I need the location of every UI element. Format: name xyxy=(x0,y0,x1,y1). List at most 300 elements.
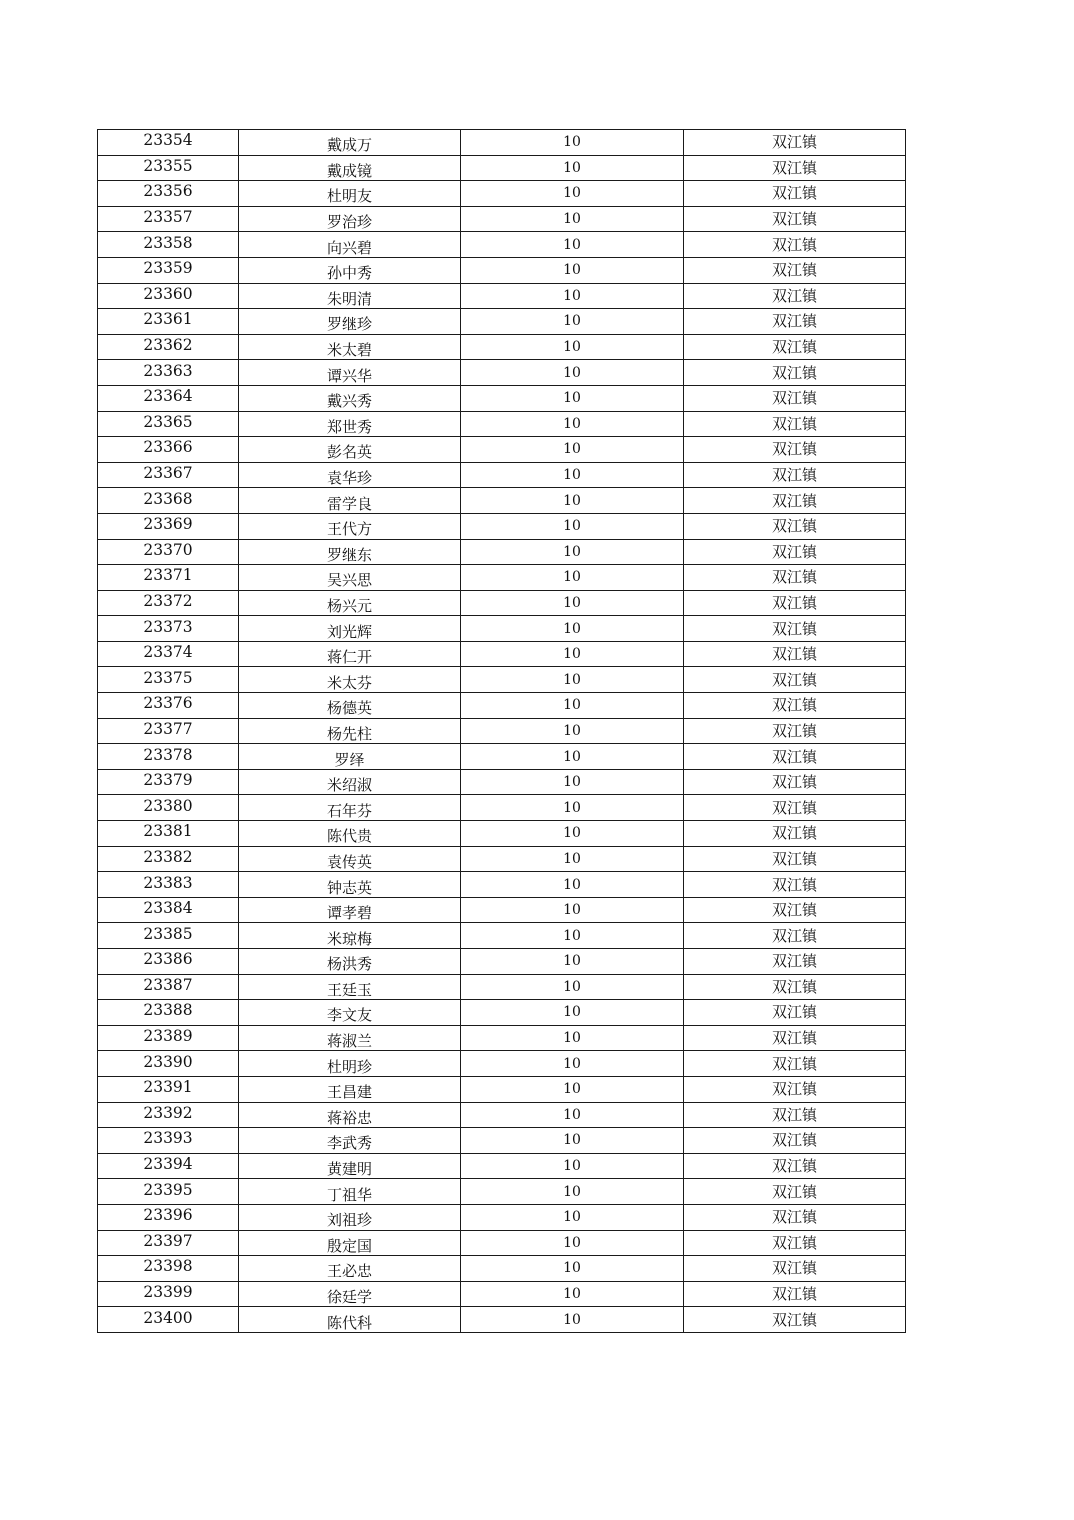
cell-town-text: 双江镇 xyxy=(771,1054,817,1073)
cell-name-text: 向兴碧 xyxy=(326,238,372,257)
cell-id xyxy=(98,1204,239,1230)
cell-id xyxy=(98,974,239,1000)
cell-id-text: 23354 xyxy=(143,131,193,150)
cell-town-text: 双江镇 xyxy=(771,158,817,177)
cell-town xyxy=(684,1281,906,1307)
cell-amount-text: 10 xyxy=(563,1260,581,1277)
table-row xyxy=(98,283,906,309)
cell-name xyxy=(239,1256,461,1282)
cell-name xyxy=(239,641,461,667)
cell-id-text: 23378 xyxy=(143,745,193,764)
table-row xyxy=(98,1076,906,1102)
cell-name xyxy=(239,360,461,386)
cell-amount xyxy=(461,1102,684,1128)
cell-amount-text: 10 xyxy=(563,722,581,739)
cell-amount xyxy=(461,1076,684,1102)
cell-name-text: 丁祖华 xyxy=(326,1185,372,1204)
cell-town xyxy=(684,309,906,335)
cell-town xyxy=(684,1230,906,1256)
cell-id-text: 23357 xyxy=(143,208,193,227)
cell-town xyxy=(684,744,906,770)
cell-id xyxy=(98,155,239,181)
cell-id-text: 23399 xyxy=(143,1283,193,1302)
cell-name-text: 蒋淑兰 xyxy=(326,1032,372,1051)
cell-id xyxy=(98,437,239,463)
cell-amount-text: 10 xyxy=(563,441,581,458)
cell-id xyxy=(98,488,239,514)
table-row xyxy=(98,155,906,181)
cell-id-text: 23396 xyxy=(143,1206,193,1225)
cell-town xyxy=(684,360,906,386)
table-row xyxy=(98,974,906,1000)
cell-amount xyxy=(461,462,684,488)
cell-amount xyxy=(461,769,684,795)
cell-town xyxy=(684,590,906,616)
cell-name-text: 袁传英 xyxy=(326,852,372,871)
cell-name xyxy=(239,411,461,437)
cell-id xyxy=(98,795,239,821)
cell-id xyxy=(98,821,239,847)
cell-town-text: 双江镇 xyxy=(771,210,817,229)
cell-name xyxy=(239,334,461,360)
cell-name xyxy=(239,385,461,411)
cell-name-text: 李武秀 xyxy=(326,1134,372,1153)
cell-amount xyxy=(461,309,684,335)
cell-town xyxy=(684,437,906,463)
cell-id-text: 23365 xyxy=(143,412,193,431)
cell-id xyxy=(98,1179,239,1205)
cell-name-text: 杨洪秀 xyxy=(326,955,372,974)
table-row xyxy=(98,949,906,975)
cell-name xyxy=(239,1051,461,1077)
cell-town-text: 双江镇 xyxy=(771,901,817,920)
cell-name xyxy=(239,257,461,283)
cell-name-text: 罗绎 xyxy=(334,750,365,769)
table-row xyxy=(98,1128,906,1154)
cell-name xyxy=(239,130,461,156)
cell-id-text: 23394 xyxy=(143,1155,193,1174)
cell-town xyxy=(684,821,906,847)
cell-amount-text: 10 xyxy=(563,850,581,867)
cell-id xyxy=(98,949,239,975)
cell-name xyxy=(239,1307,461,1333)
cell-name-text: 黄建明 xyxy=(326,1160,372,1179)
cell-id xyxy=(98,462,239,488)
cell-town xyxy=(684,923,906,949)
cell-id xyxy=(98,718,239,744)
cell-id xyxy=(98,872,239,898)
cell-name-text: 吴兴思 xyxy=(326,571,372,590)
cell-town xyxy=(684,1307,906,1333)
cell-amount-text: 10 xyxy=(563,236,581,253)
cell-town xyxy=(684,1051,906,1077)
cell-amount xyxy=(461,565,684,591)
table-row xyxy=(98,130,906,156)
cell-id-text: 23366 xyxy=(143,438,193,457)
cell-amount-text: 10 xyxy=(563,646,581,663)
cell-town-text: 双江镇 xyxy=(771,593,817,612)
cell-id xyxy=(98,1281,239,1307)
cell-amount xyxy=(461,1000,684,1026)
cell-name-text: 杜明友 xyxy=(326,187,372,206)
cell-amount xyxy=(461,155,684,181)
cell-amount-text: 10 xyxy=(563,1183,581,1200)
cell-name-text: 谭孝碧 xyxy=(326,904,372,923)
cell-name-text: 彭名英 xyxy=(326,443,372,462)
cell-id xyxy=(98,616,239,642)
cell-town xyxy=(684,1128,906,1154)
cell-id-text: 23363 xyxy=(143,361,193,380)
cell-id-text: 23359 xyxy=(143,259,193,278)
cell-name xyxy=(239,283,461,309)
cell-name xyxy=(239,1076,461,1102)
cell-name-text: 蒋裕忠 xyxy=(326,1108,372,1127)
cell-town xyxy=(684,897,906,923)
cell-amount xyxy=(461,232,684,258)
cell-town-text: 双江镇 xyxy=(771,312,817,331)
cell-id-text: 23370 xyxy=(143,540,193,559)
cell-name-text: 刘祖珍 xyxy=(326,1211,372,1230)
cell-amount xyxy=(461,974,684,1000)
cell-amount xyxy=(461,923,684,949)
cell-amount xyxy=(461,1025,684,1051)
cell-name xyxy=(239,565,461,591)
cell-id xyxy=(98,667,239,693)
cell-name-text: 王代方 xyxy=(326,520,372,539)
cell-name-text: 米太碧 xyxy=(326,341,372,360)
cell-name xyxy=(239,923,461,949)
cell-id-text: 23383 xyxy=(143,873,193,892)
table-row xyxy=(98,488,906,514)
cell-name-text: 戴成镜 xyxy=(326,161,372,180)
cell-name-text: 郑世秀 xyxy=(326,417,372,436)
cell-amount-text: 10 xyxy=(563,1286,581,1303)
cell-amount xyxy=(461,1256,684,1282)
cell-amount-text: 10 xyxy=(563,825,581,842)
cell-town-text: 双江镇 xyxy=(771,670,817,689)
cell-name-text: 罗继珍 xyxy=(326,315,372,334)
cell-town xyxy=(684,667,906,693)
data-table xyxy=(97,129,906,1333)
cell-amount-text: 10 xyxy=(563,339,581,356)
table-row xyxy=(98,437,906,463)
cell-name-text: 杨兴元 xyxy=(326,596,372,615)
cell-town xyxy=(684,462,906,488)
cell-amount xyxy=(461,897,684,923)
cell-id xyxy=(98,385,239,411)
table-row xyxy=(98,769,906,795)
cell-town xyxy=(684,513,906,539)
cell-town-text: 双江镇 xyxy=(771,1310,817,1329)
cell-town xyxy=(684,257,906,283)
cell-id xyxy=(98,513,239,539)
cell-amount xyxy=(461,488,684,514)
cell-amount-text: 10 xyxy=(563,748,581,765)
cell-amount-text: 10 xyxy=(563,1234,581,1251)
cell-name-text: 米太芬 xyxy=(326,673,372,692)
cell-id xyxy=(98,1256,239,1282)
cell-town-text: 双江镇 xyxy=(771,184,817,203)
table-row xyxy=(98,590,906,616)
cell-id-text: 23374 xyxy=(143,643,193,662)
cell-town xyxy=(684,641,906,667)
cell-name-text: 朱明清 xyxy=(326,289,372,308)
cell-town-text: 双江镇 xyxy=(771,1105,817,1124)
cell-town xyxy=(684,488,906,514)
cell-amount xyxy=(461,539,684,565)
cell-amount-text: 10 xyxy=(563,1106,581,1123)
cell-name-text: 徐廷学 xyxy=(326,1288,372,1307)
cell-town-text: 双江镇 xyxy=(771,645,817,664)
cell-amount-text: 10 xyxy=(563,876,581,893)
table-row xyxy=(98,232,906,258)
cell-amount-text: 10 xyxy=(563,313,581,330)
cell-amount-text: 10 xyxy=(563,467,581,484)
cell-id-text: 23390 xyxy=(143,1052,193,1071)
cell-amount xyxy=(461,1281,684,1307)
cell-id-text: 23372 xyxy=(143,591,193,610)
cell-amount-text: 10 xyxy=(563,287,581,304)
cell-amount xyxy=(461,181,684,207)
table-body xyxy=(98,130,906,1333)
cell-amount xyxy=(461,667,684,693)
cell-id-text: 23386 xyxy=(143,950,193,969)
cell-town-text: 双江镇 xyxy=(771,517,817,536)
cell-amount-text: 10 xyxy=(563,902,581,919)
table-row xyxy=(98,462,906,488)
cell-town-text: 双江镇 xyxy=(771,721,817,740)
cell-name xyxy=(239,309,461,335)
cell-name xyxy=(239,513,461,539)
cell-amount xyxy=(461,846,684,872)
cell-id xyxy=(98,846,239,872)
cell-town xyxy=(684,565,906,591)
cell-town xyxy=(684,411,906,437)
cell-id xyxy=(98,897,239,923)
table-row xyxy=(98,1230,906,1256)
table-row xyxy=(98,1102,906,1128)
cell-name xyxy=(239,1230,461,1256)
cell-id xyxy=(98,1307,239,1333)
cell-id-text: 23381 xyxy=(143,822,193,841)
cell-id-text: 23395 xyxy=(143,1180,193,1199)
table-row xyxy=(98,616,906,642)
cell-name xyxy=(239,1000,461,1026)
cell-town-text: 双江镇 xyxy=(771,389,817,408)
cell-amount xyxy=(461,693,684,719)
cell-id xyxy=(98,360,239,386)
cell-amount-text: 10 xyxy=(563,185,581,202)
cell-town xyxy=(684,974,906,1000)
cell-amount xyxy=(461,1051,684,1077)
cell-town xyxy=(684,846,906,872)
cell-id xyxy=(98,181,239,207)
cell-id-text: 23360 xyxy=(143,284,193,303)
cell-id-text: 23356 xyxy=(143,182,193,201)
cell-town xyxy=(684,1000,906,1026)
cell-amount xyxy=(461,437,684,463)
cell-town-text: 双江镇 xyxy=(771,926,817,945)
table-row xyxy=(98,693,906,719)
cell-id-text: 23364 xyxy=(143,387,193,406)
table-row xyxy=(98,565,906,591)
cell-amount xyxy=(461,1204,684,1230)
cell-town xyxy=(684,385,906,411)
cell-amount-text: 10 xyxy=(563,390,581,407)
table-row xyxy=(98,1204,906,1230)
cell-id xyxy=(98,1153,239,1179)
cell-name-text: 米绍淑 xyxy=(326,776,372,795)
cell-town xyxy=(684,616,906,642)
cell-name xyxy=(239,693,461,719)
cell-id-text: 23371 xyxy=(143,566,193,585)
cell-amount-text: 10 xyxy=(563,159,581,176)
cell-town xyxy=(684,1025,906,1051)
cell-amount-text: 10 xyxy=(563,594,581,611)
cell-amount-text: 10 xyxy=(563,569,581,586)
cell-name-text: 蒋仁开 xyxy=(326,648,372,667)
cell-id-text: 23388 xyxy=(143,1001,193,1020)
cell-id xyxy=(98,309,239,335)
cell-id xyxy=(98,1102,239,1128)
cell-town-text: 双江镇 xyxy=(771,338,817,357)
cell-name xyxy=(239,744,461,770)
cell-amount-text: 10 xyxy=(563,492,581,509)
table-row xyxy=(98,846,906,872)
table-row xyxy=(98,1025,906,1051)
cell-name-text: 王必忠 xyxy=(326,1262,372,1281)
cell-name xyxy=(239,1025,461,1051)
table-row xyxy=(98,1000,906,1026)
table-row xyxy=(98,360,906,386)
cell-amount-text: 10 xyxy=(563,211,581,228)
cell-amount xyxy=(461,1179,684,1205)
cell-name xyxy=(239,181,461,207)
cell-town-text: 双江镇 xyxy=(771,1029,817,1048)
cell-id xyxy=(98,539,239,565)
cell-id-text: 23400 xyxy=(143,1308,193,1327)
table-row xyxy=(98,181,906,207)
cell-town-text: 双江镇 xyxy=(771,747,817,766)
cell-name xyxy=(239,1102,461,1128)
cell-id-text: 23387 xyxy=(143,975,193,994)
cell-name xyxy=(239,1179,461,1205)
cell-town-text: 双江镇 xyxy=(771,952,817,971)
cell-name-text: 谭兴华 xyxy=(326,366,372,385)
cell-amount xyxy=(461,744,684,770)
cell-amount-text: 10 xyxy=(563,774,581,791)
cell-id xyxy=(98,1230,239,1256)
cell-name-text: 雷学良 xyxy=(326,494,372,513)
cell-amount-text: 10 xyxy=(563,1030,581,1047)
cell-name-text: 孙中秀 xyxy=(326,264,372,283)
cell-town xyxy=(684,1179,906,1205)
cell-amount-text: 10 xyxy=(563,1209,581,1226)
cell-town xyxy=(684,334,906,360)
cell-name xyxy=(239,974,461,1000)
cell-name-text: 杨德英 xyxy=(326,699,372,718)
cell-name xyxy=(239,462,461,488)
cell-town xyxy=(684,206,906,232)
table-row xyxy=(98,641,906,667)
cell-town-text: 双江镇 xyxy=(771,1080,817,1099)
cell-name xyxy=(239,821,461,847)
cell-id xyxy=(98,1128,239,1154)
cell-id xyxy=(98,641,239,667)
cell-name xyxy=(239,897,461,923)
cell-id xyxy=(98,744,239,770)
cell-name-text: 陈代科 xyxy=(326,1313,372,1332)
cell-name xyxy=(239,539,461,565)
cell-id xyxy=(98,590,239,616)
cell-town xyxy=(684,1204,906,1230)
table-row xyxy=(98,385,906,411)
cell-amount-text: 10 xyxy=(563,799,581,816)
cell-town-text: 双江镇 xyxy=(771,798,817,817)
cell-amount-text: 10 xyxy=(563,1158,581,1175)
cell-name xyxy=(239,206,461,232)
cell-town-text: 双江镇 xyxy=(771,414,817,433)
cell-town-text: 双江镇 xyxy=(771,235,817,254)
cell-id-text: 23369 xyxy=(143,515,193,534)
table-row xyxy=(98,411,906,437)
cell-id-text: 23376 xyxy=(143,694,193,713)
cell-id xyxy=(98,130,239,156)
table-row xyxy=(98,1153,906,1179)
cell-name xyxy=(239,1153,461,1179)
cell-amount xyxy=(461,283,684,309)
cell-town-text: 双江镇 xyxy=(771,1157,817,1176)
cell-id xyxy=(98,1076,239,1102)
cell-name xyxy=(239,232,461,258)
cell-amount xyxy=(461,1307,684,1333)
cell-id-text: 23391 xyxy=(143,1078,193,1097)
cell-town xyxy=(684,155,906,181)
cell-amount xyxy=(461,821,684,847)
cell-amount xyxy=(461,257,684,283)
cell-amount-text: 10 xyxy=(563,1132,581,1149)
cell-name-text: 石年芬 xyxy=(326,801,372,820)
cell-name xyxy=(239,1204,461,1230)
cell-town-text: 双江镇 xyxy=(771,977,817,996)
cell-town-text: 双江镇 xyxy=(771,286,817,305)
cell-amount xyxy=(461,411,684,437)
cell-amount-text: 10 xyxy=(563,262,581,279)
cell-id-text: 23380 xyxy=(143,796,193,815)
cell-amount xyxy=(461,590,684,616)
cell-amount xyxy=(461,206,684,232)
cell-town xyxy=(684,949,906,975)
cell-town-text: 双江镇 xyxy=(771,542,817,561)
cell-amount xyxy=(461,385,684,411)
cell-id-text: 23373 xyxy=(143,617,193,636)
cell-town-text: 双江镇 xyxy=(771,824,817,843)
cell-id-text: 23392 xyxy=(143,1103,193,1122)
cell-town xyxy=(684,872,906,898)
cell-name-text: 杨先柱 xyxy=(326,724,372,743)
cell-id xyxy=(98,257,239,283)
cell-name xyxy=(239,1281,461,1307)
cell-id-text: 23385 xyxy=(143,924,193,943)
cell-amount-text: 10 xyxy=(563,1055,581,1072)
table-row xyxy=(98,718,906,744)
cell-amount xyxy=(461,949,684,975)
cell-name xyxy=(239,437,461,463)
cell-amount-text: 10 xyxy=(563,978,581,995)
cell-town xyxy=(684,1256,906,1282)
table-row xyxy=(98,667,906,693)
cell-amount-text: 10 xyxy=(563,620,581,637)
